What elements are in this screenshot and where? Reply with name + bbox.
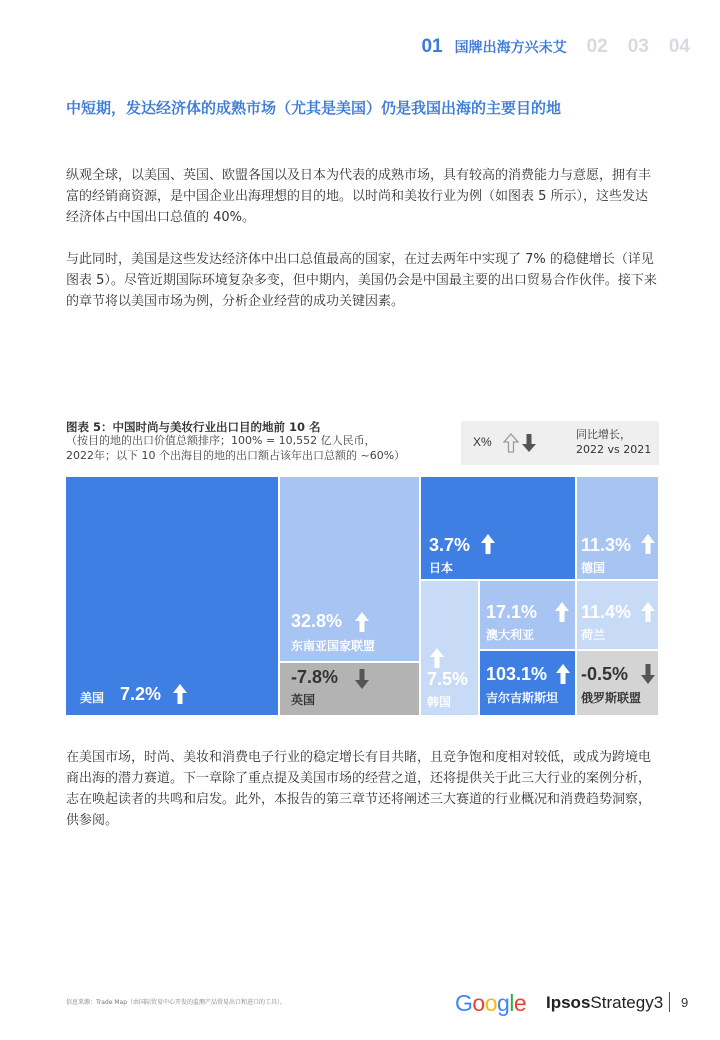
google-logo: Google — [455, 990, 527, 1016]
figure-note-line-1: （按目的地的出口价值总额排序；100% = 10,552 亿人民币， — [66, 434, 376, 447]
tile-label: 吉尔吉斯斯坦 — [486, 691, 559, 705]
arrow-up-icon — [172, 683, 188, 705]
treemap-tile-uk — [280, 663, 419, 715]
legend-text-line-2: 2022 vs 2021 — [576, 443, 652, 456]
legend-text — [576, 427, 651, 457]
treemap-tile-usa — [66, 477, 278, 715]
treemap-chart — [66, 477, 658, 715]
arrow-up-icon — [354, 611, 370, 633]
arrow-up-icon — [554, 601, 570, 623]
treemap-tile-russia — [577, 651, 658, 715]
ipsos-logo-bold: Ipsos — [546, 993, 591, 1012]
section-heading: 中短期，发达经济体的成熟市场（尤其是美国）仍是我国出海的主要目的地 — [66, 99, 562, 117]
tile-value: 7.5% — [427, 669, 469, 689]
treemap-tile-japan — [421, 477, 575, 579]
arrow-up-icon — [640, 601, 656, 623]
tile-label: 东南亚国家联盟 — [291, 639, 376, 653]
chart-legend — [461, 421, 659, 465]
tile-label: 韩国 — [427, 695, 452, 709]
tile-value: 32.8% — [291, 611, 343, 631]
chapter-nav — [421, 36, 690, 60]
tile-value: -7.8% — [291, 667, 339, 687]
treemap-tile-australia — [480, 581, 575, 649]
tile-value: 7.2% — [120, 684, 162, 704]
arrow-up-icon — [429, 647, 445, 669]
chapter-nav-02[interactable]: 02 — [586, 36, 608, 57]
treemap-tile-asean — [280, 477, 419, 661]
arrow-up-icon — [480, 533, 496, 555]
tile-value: 103.1% — [486, 664, 548, 684]
arrow-down-icon — [354, 668, 370, 690]
arrow-down-icon — [640, 663, 656, 685]
source-note: 信息来源：Trade Map（由国际贸易中心开发的监测产品贸易出口和进口的工具）。 — [66, 999, 286, 1006]
tile-label: 澳大利亚 — [486, 628, 535, 642]
legend-text-line-1: 同比增长， — [576, 428, 631, 441]
figure-note — [66, 433, 446, 463]
tile-value: 11.3% — [581, 535, 632, 555]
tile-label: 英国 — [291, 693, 316, 707]
figure-note-line-2: 2022年；以下 10 个出海目的地的出口额占该年出口总额的 ~60%） — [66, 449, 406, 462]
treemap-tile-korea — [421, 581, 478, 715]
paragraph-2: 与此同时，美国是这些发达经济体中出口总值最高的国家，在过去两年中实现了 7% 的稳健增长（详见图表 5）。尽管近期国际环境复杂多变，但中期内，美国仍会是中国最主要的出口贸易合作伙伴。接下来的章节将以美国市场为例，分析企业经营的成功关键因素。 — [66, 252, 657, 309]
tile-label: 德国 — [581, 561, 606, 575]
tile-label: 美国 — [80, 691, 105, 705]
treemap-tile-kyrgyzstan — [480, 651, 575, 715]
footer-divider — [669, 992, 670, 1012]
chapter-nav-04[interactable]: 04 — [668, 36, 690, 57]
legend-x-label: X% — [473, 435, 492, 449]
chapter-nav-active-number[interactable]: 01 — [421, 36, 443, 57]
figure-title: 图表 5：中国时尚与美妆行业出口目的地前 10 名 — [66, 420, 321, 434]
arrow-up-icon — [555, 663, 571, 685]
tile-value: -0.5% — [581, 664, 629, 684]
chapter-nav-03[interactable]: 03 — [627, 36, 649, 57]
tile-value: 3.7% — [429, 535, 471, 555]
tile-label: 俄罗斯联盟 — [581, 691, 642, 705]
arrow-up-icon — [640, 533, 656, 555]
page-number: 9 — [681, 995, 689, 1010]
tile-label: 荷兰 — [581, 628, 606, 642]
paragraph-1: 纵观全球，以美国、英国、欧盟各国以及日本为代表的成熟市场，具有较高的消费能力与意愿，拥有丰富的经销商资源，是中国企业出海理想的目的地。以时尚和美妆行业为例（如图表 5 所示），这些发达经济体占中国出口总值的 40%。 — [66, 168, 652, 225]
paragraph-3: 在美国市场，时尚、美妆和消费电子行业的稳定增长有目共睹，且竞争饱和度相对较低，或成为跨境电商出海的潜力赛道。下一章除了重点提及美国市场的经营之道，还将提供关于此三大行业的案例分析，志在唤起读者的共鸣和启发。此外，本报告的第三章节还将阐述三大赛道的行业概况和消费趋势洞察，供参阅。 — [66, 750, 652, 828]
arrow-down-icon — [521, 433, 537, 453]
tile-value: 11.4% — [581, 602, 632, 622]
treemap-tile-germany — [577, 477, 658, 579]
chapter-nav-active-title[interactable]: 国牌出海方兴未艾 — [454, 40, 567, 56]
ipsos-logo-rest: Strategy3 — [590, 993, 664, 1012]
arrow-up-outline-icon — [503, 433, 519, 453]
tile-value: 17.1% — [486, 602, 538, 622]
tile-label: 日本 — [429, 561, 454, 575]
ipsos-strategy3-logo — [546, 993, 663, 1013]
treemap-tile-netherlands — [577, 581, 658, 649]
